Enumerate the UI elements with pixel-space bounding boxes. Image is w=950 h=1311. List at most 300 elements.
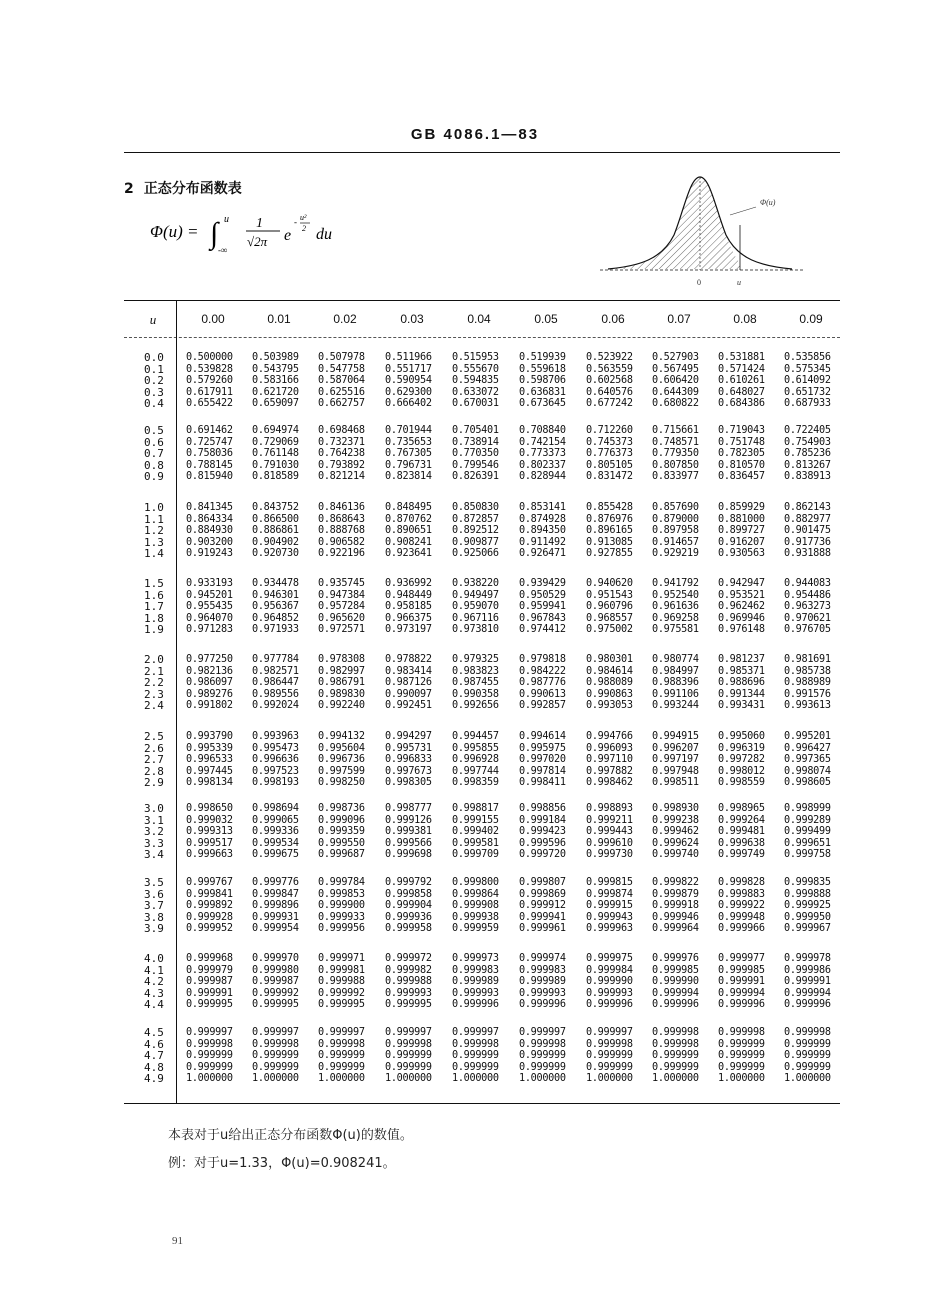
section-title: 正态分布函数表 <box>143 181 242 197</box>
table-cell: 0.846136 <box>318 502 365 513</box>
table-cell: 0.705401 <box>452 425 499 436</box>
table-cell: 0.917736 <box>784 536 831 548</box>
table-cell: 0.999096 <box>318 814 365 826</box>
table-cell: 0.947384 <box>318 589 365 601</box>
table-cell: 0.999381 <box>385 826 432 837</box>
table-cell: 1.000000 <box>784 1073 831 1084</box>
table-cell: 0.991106 <box>652 688 699 700</box>
table-cell: 0.999998 <box>652 1038 699 1050</box>
table-row <box>124 1027 840 1039</box>
table-cell: 0.962462 <box>718 601 765 612</box>
table-cell: 0.575345 <box>784 363 831 375</box>
row-u-value: 1.7 <box>144 600 164 613</box>
table-row <box>124 731 840 743</box>
table-cell: 0.999481 <box>718 826 765 837</box>
table-cell: 0.999997 <box>385 1027 432 1038</box>
table-row <box>124 437 840 449</box>
table-cell: 0.999994 <box>784 987 831 999</box>
page-number: 91 <box>172 1235 183 1247</box>
row-u-value: 0.7 <box>144 447 164 460</box>
row-group <box>124 425 840 483</box>
table-cell: 0.673645 <box>519 398 566 409</box>
table-cell: 0.567495 <box>652 363 699 375</box>
table-cell: 0.999990 <box>586 976 633 987</box>
table-cell: 0.996533 <box>186 754 233 765</box>
table-cell: 0.729069 <box>252 436 299 448</box>
table-cell: 0.998930 <box>652 803 699 814</box>
table-cell: 0.999995 <box>252 999 299 1010</box>
table-cell: 0.999987 <box>252 976 299 987</box>
table-cell: 0.999998 <box>452 1038 499 1050</box>
table-cell: 0.994132 <box>318 731 365 742</box>
table-cell: 0.948449 <box>385 589 432 601</box>
table-cell: 0.999289 <box>784 814 831 826</box>
row-group <box>124 578 840 636</box>
table-cell: 0.732371 <box>318 436 365 448</box>
table-cell: 0.813267 <box>784 459 831 471</box>
row-u-value: 2.5 <box>144 730 164 743</box>
differential: du <box>316 226 332 243</box>
table-cell: 0.838913 <box>784 471 831 482</box>
row-group <box>124 502 840 560</box>
table-cell: 0.999996 <box>519 999 566 1010</box>
table-cell: 0.989830 <box>318 688 365 700</box>
table-row <box>124 877 840 889</box>
row-u-value: 3.8 <box>144 910 164 924</box>
table-cell: 0.999211 <box>586 814 633 826</box>
table-cell: 0.892512 <box>452 525 499 536</box>
table-cell: 0.999835 <box>784 877 831 888</box>
table-cell: 0.999675 <box>252 849 299 860</box>
table-cell: 0.988696 <box>718 677 765 688</box>
row-u-value: 2.0 <box>144 653 164 666</box>
table-cell: 0.999998 <box>784 1027 831 1038</box>
table-row <box>124 826 840 838</box>
formula-svg <box>150 213 390 263</box>
table-cell: 0.984614 <box>586 665 633 677</box>
row-u-value: 1.0 <box>144 501 164 514</box>
table-cell: 0.999941 <box>519 911 566 923</box>
table-cell: 0.999900 <box>318 900 365 911</box>
table-cell: 0.890651 <box>385 525 432 536</box>
table-row <box>124 1062 840 1074</box>
table-cell: 0.972571 <box>318 624 365 635</box>
table-cell: 0.999974 <box>519 953 566 964</box>
table-row <box>124 923 840 935</box>
table-cell: 0.659097 <box>252 398 299 409</box>
row-group <box>124 877 840 935</box>
formula-lhs: Φ(u) = <box>150 222 199 241</box>
table-cell: 0.998074 <box>784 765 831 777</box>
table-cell: 0.991802 <box>186 700 233 711</box>
table-cell: 0.988396 <box>652 677 699 688</box>
table-cell: 0.996427 <box>784 742 831 754</box>
table-cell: 0.999983 <box>519 964 566 976</box>
table-cell: 0.640576 <box>586 386 633 398</box>
table-cell: 0.662757 <box>318 398 365 409</box>
table-row <box>124 624 840 636</box>
table-row <box>124 590 840 602</box>
table-cell: 0.870762 <box>385 513 432 525</box>
table-cell: 0.999990 <box>652 976 699 987</box>
table-cell: 0.999610 <box>586 837 633 849</box>
column-header: 0.02 <box>333 312 357 326</box>
table-cell: 0.931888 <box>784 548 831 559</box>
table-cell: 0.614092 <box>784 375 831 386</box>
table-cell: 0.999879 <box>652 888 699 900</box>
table-cell: 0.617911 <box>186 386 233 398</box>
row-u-value: 4.3 <box>144 986 164 1000</box>
table-cell: 0.990613 <box>519 688 566 700</box>
table-cell: 0.754903 <box>784 436 831 448</box>
table-cell: 0.945201 <box>186 589 233 601</box>
table-cell: 0.923641 <box>385 548 432 559</box>
table-cell: 1.000000 <box>252 1073 299 1084</box>
column-header: 0.00 <box>201 312 225 326</box>
table-cell: 0.796731 <box>385 459 432 471</box>
table-row <box>124 754 840 766</box>
table-row <box>124 525 840 537</box>
label-leader <box>730 207 756 215</box>
table-cell: 0.933193 <box>186 578 233 589</box>
table-cell: 0.764238 <box>318 448 365 459</box>
table-cell: 0.999999 <box>452 1050 499 1061</box>
table-cell: 0.999858 <box>385 888 432 900</box>
table-top-rule <box>124 300 840 301</box>
table-cell: 0.999776 <box>252 877 299 888</box>
table-row <box>124 766 840 778</box>
table-cell: 0.998511 <box>652 777 699 788</box>
table-row <box>124 471 840 483</box>
table-cell: 0.961636 <box>652 601 699 612</box>
table-cell: 0.999997 <box>586 1027 633 1038</box>
row-u-value: 4.4 <box>144 998 164 1011</box>
row-u-value: 0.8 <box>144 458 164 472</box>
table-cell: 0.986447 <box>252 677 299 688</box>
table-cell: 1.000000 <box>452 1073 499 1084</box>
table-cell: 0.996207 <box>652 742 699 754</box>
normal-curve-figure <box>600 165 805 290</box>
table-cell: 0.999749 <box>718 849 765 860</box>
table-cell: 0.715661 <box>652 425 699 436</box>
table-cell: 0.999651 <box>784 837 831 849</box>
table-row <box>124 548 840 560</box>
table-row <box>124 1050 840 1062</box>
table-cell: 0.999991 <box>186 987 233 999</box>
table-cell: 0.999995 <box>385 999 432 1010</box>
table-cell: 0.748571 <box>652 436 699 448</box>
table-cell: 0.999985 <box>718 964 765 976</box>
table-cell: 0.874928 <box>519 513 566 525</box>
table-cell: 0.999566 <box>385 837 432 849</box>
row-group <box>124 654 840 712</box>
table-cell: 0.999999 <box>718 1061 765 1073</box>
row-u-value: 2.3 <box>144 687 164 701</box>
table-cell: 0.999784 <box>318 877 365 888</box>
table-cell: 0.807850 <box>652 459 699 471</box>
table-cell: 0.802337 <box>519 459 566 471</box>
table-cell: 0.999999 <box>186 1061 233 1073</box>
table-cell: 0.963273 <box>784 601 831 612</box>
table-row <box>124 387 840 399</box>
table-cell: 0.992024 <box>252 700 299 711</box>
table-cell: 1.000000 <box>519 1073 566 1084</box>
row-u-value: 2.8 <box>144 764 164 778</box>
table-cell: 0.959070 <box>452 601 499 612</box>
table-cell: 0.651732 <box>784 386 831 398</box>
table-cell: 0.629300 <box>385 386 432 398</box>
table-header-rule <box>124 337 840 338</box>
table-cell: 0.935745 <box>318 578 365 589</box>
table-cell: 0.996093 <box>586 742 633 754</box>
table-row <box>124 448 840 460</box>
table-cell: 0.973810 <box>452 624 499 635</box>
table-cell: 0.551717 <box>385 363 432 375</box>
table-cell: 1.000000 <box>385 1073 432 1084</box>
table-cell: 0.996833 <box>385 754 432 765</box>
table-cell: 0.977250 <box>186 654 233 665</box>
table-cell: 0.761148 <box>252 448 299 459</box>
table-cell: 0.959941 <box>519 601 566 612</box>
fraction-numerator: 1 <box>256 216 263 231</box>
table-cell: 0.936992 <box>385 578 432 589</box>
row-u-value: 2.7 <box>144 753 164 766</box>
table-cell: 0.625516 <box>318 386 365 398</box>
table-row <box>124 689 840 701</box>
table-cell: 0.998893 <box>586 803 633 814</box>
table-cell: 0.998965 <box>718 803 765 814</box>
table-cell: 0.989556 <box>252 688 299 700</box>
table-cell: 0.853141 <box>519 502 566 513</box>
table-cell: 0.998605 <box>784 777 831 788</box>
table-cell: 0.999998 <box>385 1038 432 1050</box>
table-cell: 0.598706 <box>519 375 566 386</box>
table-cell: 0.999958 <box>385 923 432 934</box>
table-cell: 0.999638 <box>718 837 765 849</box>
table-cell: 0.999978 <box>784 953 831 964</box>
table-cell: 0.868643 <box>318 513 365 525</box>
table-cell: 0.862143 <box>784 502 831 513</box>
table-cell: 0.999841 <box>186 888 233 900</box>
table-cell: 0.590954 <box>385 375 432 386</box>
table-cell: 0.990358 <box>452 688 499 700</box>
row-u-value: 4.8 <box>144 1060 164 1074</box>
column-header: 0.08 <box>733 312 757 326</box>
row-u-value: 3.4 <box>144 848 164 861</box>
table-cell: 0.999997 <box>318 1027 365 1038</box>
row-u-value: 3.6 <box>144 887 164 901</box>
table-cell: 0.999828 <box>718 877 765 888</box>
row-u-value: 0.3 <box>144 385 164 399</box>
table-cell: 0.866500 <box>252 513 299 525</box>
row-u-value: 4.9 <box>144 1072 164 1085</box>
table-cell: 0.999663 <box>186 849 233 860</box>
table-cell: 0.999999 <box>252 1050 299 1061</box>
table-cell: 0.990097 <box>385 688 432 700</box>
table-cell: 0.999980 <box>252 964 299 976</box>
table-cell: 0.886861 <box>252 525 299 536</box>
table-cell: 0.999912 <box>519 900 566 911</box>
row-u-value: 0.1 <box>144 362 164 376</box>
table-cell: 0.998462 <box>586 777 633 788</box>
table-cell: 0.999999 <box>784 1050 831 1061</box>
table-cell: 0.555670 <box>452 363 499 375</box>
table-cell: 0.997365 <box>784 754 831 765</box>
table-cell: 0.999979 <box>186 964 233 976</box>
table-cell: 0.999999 <box>318 1050 365 1061</box>
table-cell: 0.691462 <box>186 425 233 436</box>
table-cell: 0.993244 <box>652 700 699 711</box>
table-cell: 0.988089 <box>586 677 633 688</box>
table-cell: 0.998817 <box>452 803 499 814</box>
table-cell: 0.999997 <box>252 1027 299 1038</box>
table-cell: 0.964070 <box>186 612 233 624</box>
table-cell: 0.993963 <box>252 731 299 742</box>
table-cell: 0.815940 <box>186 471 233 482</box>
table-cell: 0.997814 <box>519 765 566 777</box>
row-u-value: 0.2 <box>144 374 164 387</box>
row-u-value: 2.6 <box>144 741 164 755</box>
table-cell: 0.981691 <box>784 654 831 665</box>
table-cell: 0.999596 <box>519 837 566 849</box>
table-cell: 0.999999 <box>586 1061 633 1073</box>
table-row <box>124 502 840 514</box>
table-cell: 0.999948 <box>718 911 765 923</box>
table-row <box>124 677 840 689</box>
table-cell: 0.993053 <box>586 700 633 711</box>
table-cell: 0.926471 <box>519 548 566 559</box>
table-cell: 0.859929 <box>718 502 765 513</box>
table-cell: 0.999982 <box>385 964 432 976</box>
table-cell: 0.941792 <box>652 578 699 589</box>
table-cell: 0.999999 <box>718 1050 765 1061</box>
table-cell: 0.999336 <box>252 826 299 837</box>
table-row <box>124 425 840 437</box>
table-cell: 0.999443 <box>586 826 633 837</box>
table-cell: 0.994614 <box>519 731 566 742</box>
table-cell: 0.999996 <box>718 999 765 1010</box>
row-u-value: 2.2 <box>144 676 164 689</box>
row-u-value: 4.0 <box>144 952 164 965</box>
row-u-value: 2.9 <box>144 776 164 789</box>
row-u-value: 1.8 <box>144 611 164 625</box>
table-cell: 0.999993 <box>586 987 633 999</box>
normal-curve-svg <box>600 165 805 290</box>
table-cell: 0.999517 <box>186 837 233 849</box>
table-cell: 0.708840 <box>519 425 566 436</box>
table-cell: 0.985371 <box>718 665 765 677</box>
table-cell: 0.828944 <box>519 471 566 482</box>
column-header: 0.05 <box>534 312 558 326</box>
table-cell: 0.995604 <box>318 742 365 754</box>
row-u-value: 1.3 <box>144 535 164 549</box>
table-cell: 0.539828 <box>186 363 233 375</box>
table-cell: 0.999730 <box>586 849 633 860</box>
column-header: 0.06 <box>601 312 625 326</box>
table-row <box>124 601 840 613</box>
table-cell: 0.793892 <box>318 459 365 471</box>
table-cell: 0.998736 <box>318 803 365 814</box>
table-cell: 0.906582 <box>318 536 365 548</box>
table-cell: 0.971283 <box>186 624 233 635</box>
table-cell: 0.884930 <box>186 525 233 536</box>
table-cell: 0.999999 <box>186 1050 233 1061</box>
table-cell: 0.994915 <box>652 731 699 742</box>
table-cell: 0.979325 <box>452 654 499 665</box>
table-cell: 0.677242 <box>586 398 633 409</box>
table-cell: 0.977784 <box>252 654 299 665</box>
table-cell: 0.978822 <box>385 654 432 665</box>
table-cell: 0.986097 <box>186 677 233 688</box>
table-cell: 0.979818 <box>519 654 566 665</box>
table-cell: 0.712260 <box>586 425 633 436</box>
table-cell: 0.968557 <box>586 612 633 624</box>
row-u-value: 1.1 <box>144 512 164 526</box>
table-cell: 0.680822 <box>652 398 699 409</box>
table-cell: 0.751748 <box>718 436 765 448</box>
table-cell: 0.998193 <box>252 777 299 788</box>
table-cell: 0.929219 <box>652 548 699 559</box>
table-cell: 0.998559 <box>718 777 765 788</box>
table-cell: 0.621720 <box>252 386 299 398</box>
table-cell: 0.952540 <box>652 589 699 601</box>
table-cell: 0.821214 <box>318 471 365 482</box>
row-u-value: 0.0 <box>144 351 164 364</box>
table-cell: 0.776373 <box>586 448 633 459</box>
table-cell: 0.687933 <box>784 398 831 409</box>
table-cell: 0.999989 <box>519 976 566 987</box>
row-u-value: 4.1 <box>144 963 164 977</box>
table-cell: 0.633072 <box>452 386 499 398</box>
table-row <box>124 700 840 712</box>
table-cell: 0.995060 <box>718 731 765 742</box>
table-cell: 0.848495 <box>385 502 432 513</box>
table-cell: 0.990863 <box>586 688 633 700</box>
table-cell: 0.999986 <box>784 964 831 976</box>
table-cell: 0.997673 <box>385 765 432 777</box>
column-header: 0.01 <box>267 312 291 326</box>
table-cell: 0.864334 <box>186 513 233 525</box>
table-cell: 0.997948 <box>652 765 699 777</box>
table-cell: 0.722405 <box>784 425 831 436</box>
table-cell: 0.535856 <box>784 352 831 363</box>
table-cell: 0.879000 <box>652 513 699 525</box>
table-cell: 0.950529 <box>519 589 566 601</box>
table-cell: 0.999822 <box>652 877 699 888</box>
table-cell: 0.969258 <box>652 612 699 624</box>
table-cell: 0.998305 <box>385 777 432 788</box>
table-cell: 0.758036 <box>186 448 233 459</box>
table-cell: 0.984997 <box>652 665 699 677</box>
table-row <box>124 514 840 526</box>
table-cell: 0.999999 <box>784 1061 831 1073</box>
row-u-value: 0.4 <box>144 397 164 410</box>
row-u-value: 2.1 <box>144 664 164 678</box>
table-cell: 0.999807 <box>519 877 566 888</box>
table-cell: 0.684386 <box>718 398 765 409</box>
table-cell: 0.951543 <box>586 589 633 601</box>
table-cell: 0.519939 <box>519 352 566 363</box>
table-cell: 0.987126 <box>385 677 432 688</box>
table-cell: 0.999853 <box>318 888 365 900</box>
table-cell: 0.999976 <box>652 953 699 964</box>
table-cell: 0.999815 <box>586 877 633 888</box>
table-cell: 0.997445 <box>186 765 233 777</box>
row-u-value: 3.2 <box>144 825 164 838</box>
table-cell: 0.999999 <box>586 1050 633 1061</box>
table-cell: 0.818589 <box>252 471 299 482</box>
row-group <box>124 352 840 410</box>
